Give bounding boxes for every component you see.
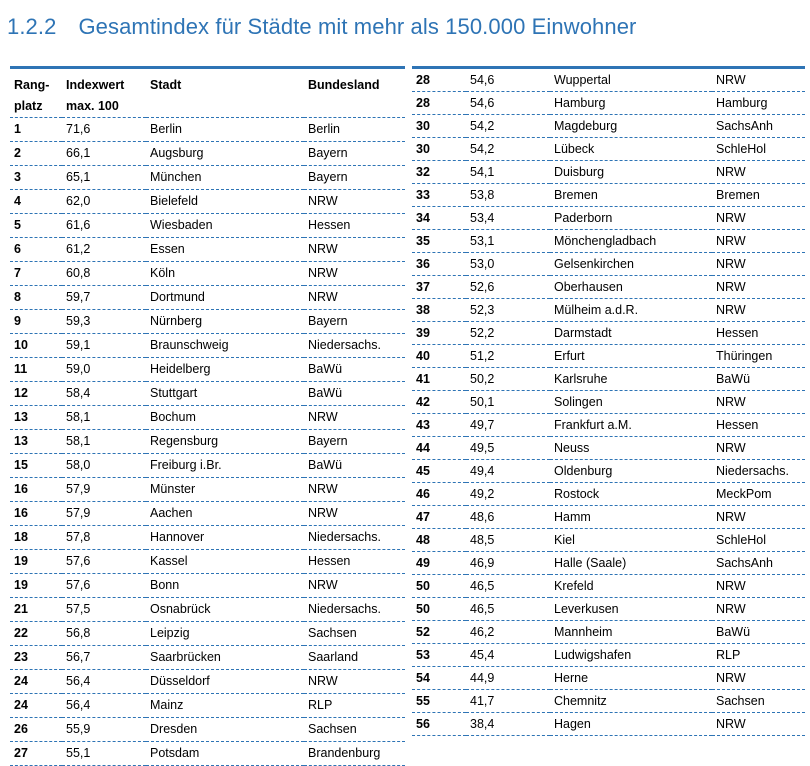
header-row-1 [10, 68, 405, 96]
table-row [10, 502, 405, 526]
cell-rank: 4 [10, 190, 62, 214]
cell-state: NRW [304, 502, 405, 526]
table-row [412, 529, 805, 552]
cell-city: Hamm [550, 506, 712, 529]
table-row [412, 690, 805, 713]
cell-rank: 23 [10, 646, 62, 670]
table-row [10, 718, 405, 742]
cell-city: Magdeburg [550, 115, 712, 138]
cell-city: Kiel [550, 529, 712, 552]
cell-city: Rostock [550, 483, 712, 506]
cell-rank: 39 [412, 322, 466, 345]
cell-city: Wiesbaden [146, 214, 304, 238]
cell-rank: 10 [10, 334, 62, 358]
table-row [10, 190, 405, 214]
cell-rank: 42 [412, 391, 466, 414]
cell-index: 58,1 [62, 406, 146, 430]
cell-index: 58,4 [62, 382, 146, 406]
cell-rank: 53 [412, 644, 466, 667]
cell-city: Duisburg [550, 161, 712, 184]
cell-city: Gelsenkirchen [550, 253, 712, 276]
cell-rank: 28 [412, 68, 466, 92]
cell-rank: 16 [10, 502, 62, 526]
cell-city: Paderborn [550, 207, 712, 230]
table-row [10, 334, 405, 358]
cell-state: Brandenburg [304, 742, 405, 766]
cell-state: Niedersachs. [304, 598, 405, 622]
cell-rank: 54 [412, 667, 466, 690]
table-row [10, 622, 405, 646]
cell-state: Hessen [712, 322, 805, 345]
cell-city: Potsdam [146, 742, 304, 766]
cell-city: Oldenburg [550, 460, 712, 483]
table-row [412, 368, 805, 391]
cell-index: 58,1 [62, 430, 146, 454]
cell-city: Osnabrück [146, 598, 304, 622]
cell-rank: 30 [412, 115, 466, 138]
cell-rank: 30 [412, 138, 466, 161]
cell-state: NRW [304, 574, 405, 598]
cell-city: Herne [550, 667, 712, 690]
cell-index: 45,4 [466, 644, 550, 667]
cell-state: NRW [304, 286, 405, 310]
cell-state: Bayern [304, 310, 405, 334]
cell-city: Bochum [146, 406, 304, 430]
cell-state: Bremen [712, 184, 805, 207]
cell-city: Nürnberg [146, 310, 304, 334]
table-row [10, 286, 405, 310]
cell-index: 66,1 [62, 142, 146, 166]
cell-city: Dresden [146, 718, 304, 742]
cell-state: Hessen [304, 550, 405, 574]
cell-state: SachsAnh [712, 552, 805, 575]
table-row [10, 118, 405, 142]
cell-index: 52,3 [466, 299, 550, 322]
header-empty [304, 95, 405, 118]
cell-rank: 12 [10, 382, 62, 406]
cell-state: Sachsen [304, 718, 405, 742]
cell-index: 58,0 [62, 454, 146, 478]
cell-state: NRW [304, 262, 405, 286]
cell-city: Essen [146, 238, 304, 262]
cell-city: Kassel [146, 550, 304, 574]
cell-rank: 34 [412, 207, 466, 230]
table-row [10, 358, 405, 382]
cell-city: Düsseldorf [146, 670, 304, 694]
table-row [412, 276, 805, 299]
cell-state: BaWü [712, 621, 805, 644]
cell-state: SchleHol [712, 529, 805, 552]
table-row [412, 575, 805, 598]
cell-city: Bielefeld [146, 190, 304, 214]
cell-rank: 35 [412, 230, 466, 253]
cell-state: NRW [304, 406, 405, 430]
table-row [10, 310, 405, 334]
cell-index: 57,9 [62, 502, 146, 526]
cell-index: 61,2 [62, 238, 146, 262]
cell-index: 57,8 [62, 526, 146, 550]
table-row [412, 667, 805, 690]
cell-index: 53,1 [466, 230, 550, 253]
table-row [412, 161, 805, 184]
cell-rank: 43 [412, 414, 466, 437]
cell-index: 44,9 [466, 667, 550, 690]
cell-state: NRW [712, 506, 805, 529]
table-row [412, 138, 805, 161]
cell-city: Hagen [550, 713, 712, 736]
cell-city: Karlsruhe [550, 368, 712, 391]
cell-rank: 22 [10, 622, 62, 646]
table-row [412, 207, 805, 230]
cell-state: BaWü [304, 358, 405, 382]
section-title [7, 14, 636, 40]
cell-rank: 24 [10, 670, 62, 694]
cell-index: 50,1 [466, 391, 550, 414]
cell-rank: 56 [412, 713, 466, 736]
table-row [412, 598, 805, 621]
cell-state: NRW [304, 190, 405, 214]
cell-rank: 55 [412, 690, 466, 713]
cell-rank: 13 [10, 430, 62, 454]
cell-rank: 32 [412, 161, 466, 184]
cell-state: NRW [712, 391, 805, 414]
cell-index: 53,4 [466, 207, 550, 230]
table-row [412, 184, 805, 207]
table-row [10, 574, 405, 598]
cell-city: Bremen [550, 184, 712, 207]
cell-city: Dortmund [146, 286, 304, 310]
header-state: Bundesland [304, 68, 405, 96]
cell-city: Köln [146, 262, 304, 286]
cell-index: 52,2 [466, 322, 550, 345]
cell-index: 71,6 [62, 118, 146, 142]
cell-city: Münster [146, 478, 304, 502]
table-row [10, 526, 405, 550]
table-row [10, 166, 405, 190]
cell-city: Bonn [146, 574, 304, 598]
header-row-2 [10, 95, 405, 118]
cell-index: 56,4 [62, 694, 146, 718]
cell-state: NRW [712, 667, 805, 690]
cell-state: Niedersachs. [712, 460, 805, 483]
cell-city: Heidelberg [146, 358, 304, 382]
cell-rank: 5 [10, 214, 62, 238]
cell-city: Erfurt [550, 345, 712, 368]
section-number: 1.2.2 [7, 14, 57, 39]
cell-rank: 49 [412, 552, 466, 575]
cell-city: Hannover [146, 526, 304, 550]
cell-rank: 9 [10, 310, 62, 334]
cell-city: Stuttgart [146, 382, 304, 406]
cell-city: Lübeck [550, 138, 712, 161]
cell-index: 46,2 [466, 621, 550, 644]
cell-rank: 47 [412, 506, 466, 529]
cell-index: 38,4 [466, 713, 550, 736]
cell-index: 49,2 [466, 483, 550, 506]
cell-state: BaWü [304, 454, 405, 478]
table-body-left [10, 118, 405, 766]
table-row [10, 742, 405, 766]
cell-state: NRW [304, 238, 405, 262]
cell-rank: 7 [10, 262, 62, 286]
cell-index: 56,7 [62, 646, 146, 670]
table-row [412, 437, 805, 460]
cell-state: NRW [712, 161, 805, 184]
cell-state: NRW [712, 68, 805, 92]
cell-index: 54,2 [466, 138, 550, 161]
cell-city: Oberhausen [550, 276, 712, 299]
table-row [10, 382, 405, 406]
cell-state: Bayern [304, 430, 405, 454]
table-row [10, 430, 405, 454]
table-row [10, 406, 405, 430]
cell-rank: 18 [10, 526, 62, 550]
cell-city: Mannheim [550, 621, 712, 644]
cell-rank: 44 [412, 437, 466, 460]
table-row [10, 598, 405, 622]
cell-rank: 15 [10, 454, 62, 478]
cell-index: 46,5 [466, 575, 550, 598]
cell-city: Braunschweig [146, 334, 304, 358]
cell-state: NRW [712, 207, 805, 230]
cell-state: Hessen [712, 414, 805, 437]
cell-city: Krefeld [550, 575, 712, 598]
cell-city: Leverkusen [550, 598, 712, 621]
table-row [412, 391, 805, 414]
cell-index: 53,8 [466, 184, 550, 207]
cell-city: Frankfurt a.M. [550, 414, 712, 437]
cell-city: Berlin [146, 118, 304, 142]
cell-index: 50,2 [466, 368, 550, 391]
cell-rank: 50 [412, 598, 466, 621]
cell-city: Hamburg [550, 92, 712, 115]
cell-state: Niedersachs. [304, 526, 405, 550]
cell-rank: 48 [412, 529, 466, 552]
cell-index: 49,4 [466, 460, 550, 483]
cell-state: SachsAnh [712, 115, 805, 138]
table-row [412, 621, 805, 644]
cell-index: 54,6 [466, 92, 550, 115]
cell-state: Bayern [304, 142, 405, 166]
cell-city: Neuss [550, 437, 712, 460]
cell-index: 65,1 [62, 166, 146, 190]
table-row [412, 506, 805, 529]
cell-city: Mönchengladbach [550, 230, 712, 253]
table-row [412, 460, 805, 483]
cell-state: Bayern [304, 166, 405, 190]
cell-index: 57,9 [62, 478, 146, 502]
cell-rank: 45 [412, 460, 466, 483]
table-row [412, 483, 805, 506]
table-row [10, 214, 405, 238]
cell-index: 49,5 [466, 437, 550, 460]
cell-rank: 40 [412, 345, 466, 368]
cell-index: 48,5 [466, 529, 550, 552]
cell-city: Saarbrücken [146, 646, 304, 670]
ranking-table-right [412, 66, 805, 736]
cell-rank: 1 [10, 118, 62, 142]
cell-rank: 38 [412, 299, 466, 322]
cell-state: MeckPom [712, 483, 805, 506]
cell-city: Solingen [550, 391, 712, 414]
cell-index: 46,5 [466, 598, 550, 621]
table-row [10, 454, 405, 478]
cell-rank: 19 [10, 574, 62, 598]
table-row [10, 238, 405, 262]
cell-city: Chemnitz [550, 690, 712, 713]
cell-index: 60,8 [62, 262, 146, 286]
cell-state: Hessen [304, 214, 405, 238]
cell-city: Regensburg [146, 430, 304, 454]
cell-state: NRW [712, 276, 805, 299]
cell-index: 59,3 [62, 310, 146, 334]
cell-index: 57,5 [62, 598, 146, 622]
cell-state: NRW [712, 253, 805, 276]
table-row [10, 142, 405, 166]
header-index: Indexwert [62, 68, 146, 96]
cell-city: Halle (Saale) [550, 552, 712, 575]
header-rank: Rang- [10, 68, 62, 96]
table-row [412, 253, 805, 276]
cell-state: Sachsen [712, 690, 805, 713]
table-row [10, 550, 405, 574]
cell-rank: 28 [412, 92, 466, 115]
cell-index: 62,0 [62, 190, 146, 214]
cell-rank: 3 [10, 166, 62, 190]
cell-index: 51,2 [466, 345, 550, 368]
cell-city: München [146, 166, 304, 190]
table-row [412, 644, 805, 667]
cell-index: 52,6 [466, 276, 550, 299]
cell-rank: 37 [412, 276, 466, 299]
cell-rank: 16 [10, 478, 62, 502]
cell-state: NRW [712, 299, 805, 322]
table-row [10, 670, 405, 694]
table-row [10, 262, 405, 286]
cell-state: BaWü [712, 368, 805, 391]
cell-rank: 52 [412, 621, 466, 644]
cell-city: Leipzig [146, 622, 304, 646]
cell-rank: 36 [412, 253, 466, 276]
cell-state: NRW [304, 478, 405, 502]
table-row [412, 552, 805, 575]
cell-state: Sachsen [304, 622, 405, 646]
cell-state: Berlin [304, 118, 405, 142]
cell-index: 59,1 [62, 334, 146, 358]
cell-state: Hamburg [712, 92, 805, 115]
cell-state: Thüringen [712, 345, 805, 368]
cell-city: Ludwigshafen [550, 644, 712, 667]
cell-index: 59,7 [62, 286, 146, 310]
cell-rank: 24 [10, 694, 62, 718]
cell-state: RLP [712, 644, 805, 667]
cell-state: NRW [712, 598, 805, 621]
cell-index: 56,8 [62, 622, 146, 646]
cell-state: NRW [712, 437, 805, 460]
cell-rank: 6 [10, 238, 62, 262]
cell-index: 56,4 [62, 670, 146, 694]
cell-city: Aachen [146, 502, 304, 526]
cell-index: 41,7 [466, 690, 550, 713]
cell-rank: 26 [10, 718, 62, 742]
cell-index: 61,6 [62, 214, 146, 238]
cell-index: 48,6 [466, 506, 550, 529]
cell-rank: 46 [412, 483, 466, 506]
table-row [412, 92, 805, 115]
table-row [10, 646, 405, 670]
cell-index: 57,6 [62, 574, 146, 598]
cell-city: Mainz [146, 694, 304, 718]
cell-state: RLP [304, 694, 405, 718]
cell-city: Mülheim a.d.R. [550, 299, 712, 322]
cell-state: NRW [304, 670, 405, 694]
cell-rank: 50 [412, 575, 466, 598]
cell-state: BaWü [304, 382, 405, 406]
cell-state: NRW [712, 713, 805, 736]
cell-city: Wuppertal [550, 68, 712, 92]
cell-city: Freiburg i.Br. [146, 454, 304, 478]
cell-index: 46,9 [466, 552, 550, 575]
cell-rank: 21 [10, 598, 62, 622]
table-row [412, 322, 805, 345]
cell-city: Augsburg [146, 142, 304, 166]
cell-state: SchleHol [712, 138, 805, 161]
table-body-right [412, 68, 805, 736]
header-city: Stadt [146, 68, 304, 96]
cell-state: NRW [712, 230, 805, 253]
cell-rank: 13 [10, 406, 62, 430]
cell-rank: 41 [412, 368, 466, 391]
cell-state: Niedersachs. [304, 334, 405, 358]
cell-index: 53,0 [466, 253, 550, 276]
cell-rank: 19 [10, 550, 62, 574]
cell-index: 59,0 [62, 358, 146, 382]
cell-state: NRW [712, 575, 805, 598]
cell-rank: 11 [10, 358, 62, 382]
cell-index: 54,1 [466, 161, 550, 184]
table-row [412, 68, 805, 92]
table-row [412, 230, 805, 253]
cell-rank: 8 [10, 286, 62, 310]
cell-state: Saarland [304, 646, 405, 670]
header-rank-2: platz [10, 95, 62, 118]
table-row [412, 713, 805, 736]
cell-index: 54,2 [466, 115, 550, 138]
cell-index: 57,6 [62, 550, 146, 574]
table-row [10, 694, 405, 718]
header-index-2: max. 100 [62, 95, 146, 118]
cell-index: 49,7 [466, 414, 550, 437]
cell-index: 54,6 [466, 68, 550, 92]
section-heading: Gesamtindex für Städte mit mehr als 150.000 Einwohner [78, 14, 637, 39]
cell-rank: 2 [10, 142, 62, 166]
table-row [10, 478, 405, 502]
cell-rank: 33 [412, 184, 466, 207]
cell-index: 55,1 [62, 742, 146, 766]
table-row [412, 345, 805, 368]
header-empty [146, 95, 304, 118]
table-row [412, 414, 805, 437]
cell-index: 55,9 [62, 718, 146, 742]
table-row [412, 299, 805, 322]
table-row [412, 115, 805, 138]
ranking-table-left [10, 66, 405, 766]
cell-rank: 27 [10, 742, 62, 766]
cell-city: Darmstadt [550, 322, 712, 345]
